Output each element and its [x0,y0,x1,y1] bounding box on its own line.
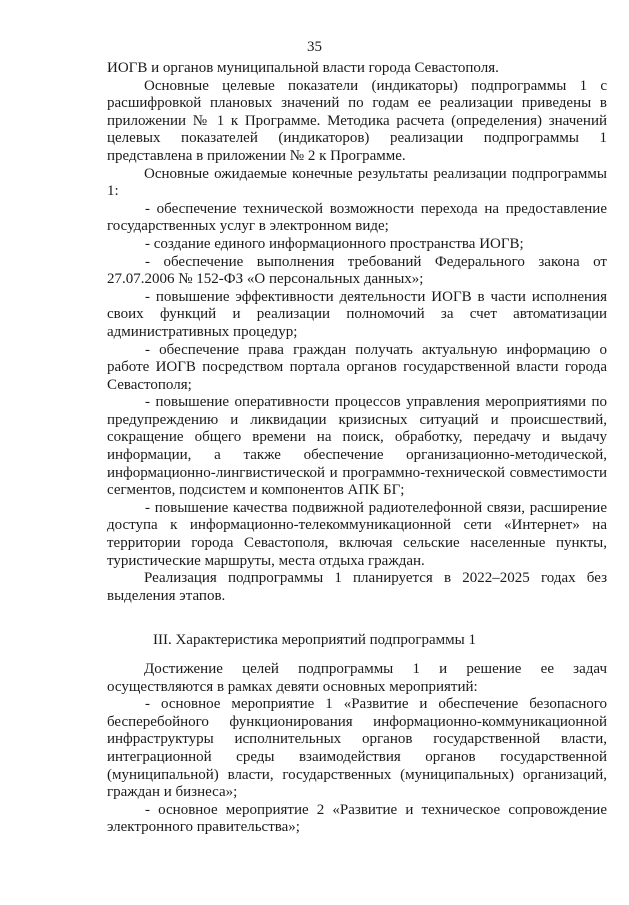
list-item: - повышение эффективности деятельности ИОГВ в части исполнения своих функций и реализации полномочий за счет автоматизации административных процедур; [107,288,607,340]
list-item: - основное мероприятие 2 «Развитие и техническое сопровождение электронного правительства»; [107,801,607,836]
paragraph-intro: ИОГВ и органов муниципальной власти города Севастополя. [107,60,499,76]
list-item: - повышение оперативности процессов управления мероприятиями по предупреждению и ликвидации кризисных ситуаций и происшествий, сокращение общего времени на поиск, обработку, передачу и выдачу информации, а также обеспечение организационно-методической, информационно-лингвистической и программно-технической совместимости сегментов, подсистем и компонентов АПК БГ; [107,394,607,499]
list-item: - обеспечение права граждан получать актуальную информацию о работе ИОГВ посредством портала органов государственной власти города Севастополя; [107,341,607,393]
list-item: - создание единого информационного пространства ИОГВ; [145,235,524,252]
paragraph-indicators: Основные целевые показатели (индикаторы) подпрограммы 1 с расшифровкой плановых значений по годам ее реализации приведены в приложении № 1 к Программе. Методика расчета (определения) значений целевых показателей (индикаторов) реализации подпрограммы 1 представлена в приложении № 2 к Программе. [107,77,607,164]
paragraph-measures-intro: Достижение целей подпрограммы 1 и решение ее задач осуществляются в рамках девяти основных мероприятий: [107,661,607,695]
measures-block [107,661,607,837]
section-heading: III. Характеристика мероприятий подпрограммы 1 [152,632,476,648]
list-item: - повышение качества подвижной радиотелефонной связи, расширение доступа к информационно-телекоммуникационной сети «Интернет» на территории города Севастополя, включая сельские населенные пункты, туристические маршруты, места отдыха граждан. [107,499,607,569]
list-item: - обеспечение технической возможности перехода на предоставление государственных услуг в электронном виде; [107,200,607,235]
page-number: 35 [307,39,322,55]
paragraph-results-heading: Основные ожидаемые конечные результаты реализации подпрограммы 1: [107,165,607,200]
list-item: - основное мероприятие 1 «Развитие и обеспечение безопасного бесперебойного функционирования информационно-коммуникационной инфраструктуры исполнительных органов государственной власти, интеграционной среды взаимодействия органов государственной (муниципальной) власти, государственных (муниципальных) организаций, граждан и бизнеса»; [107,696,607,801]
list-item: - обеспечение выполнения требований Федерального закона от 27.07.2006 № 152-ФЗ «О персональных данных»; [107,253,607,288]
results-block [107,60,607,605]
paragraph-timeline: Реализация подпрограммы 1 планируется в 2022–2025 годах без выделения этапов. [107,570,607,604]
